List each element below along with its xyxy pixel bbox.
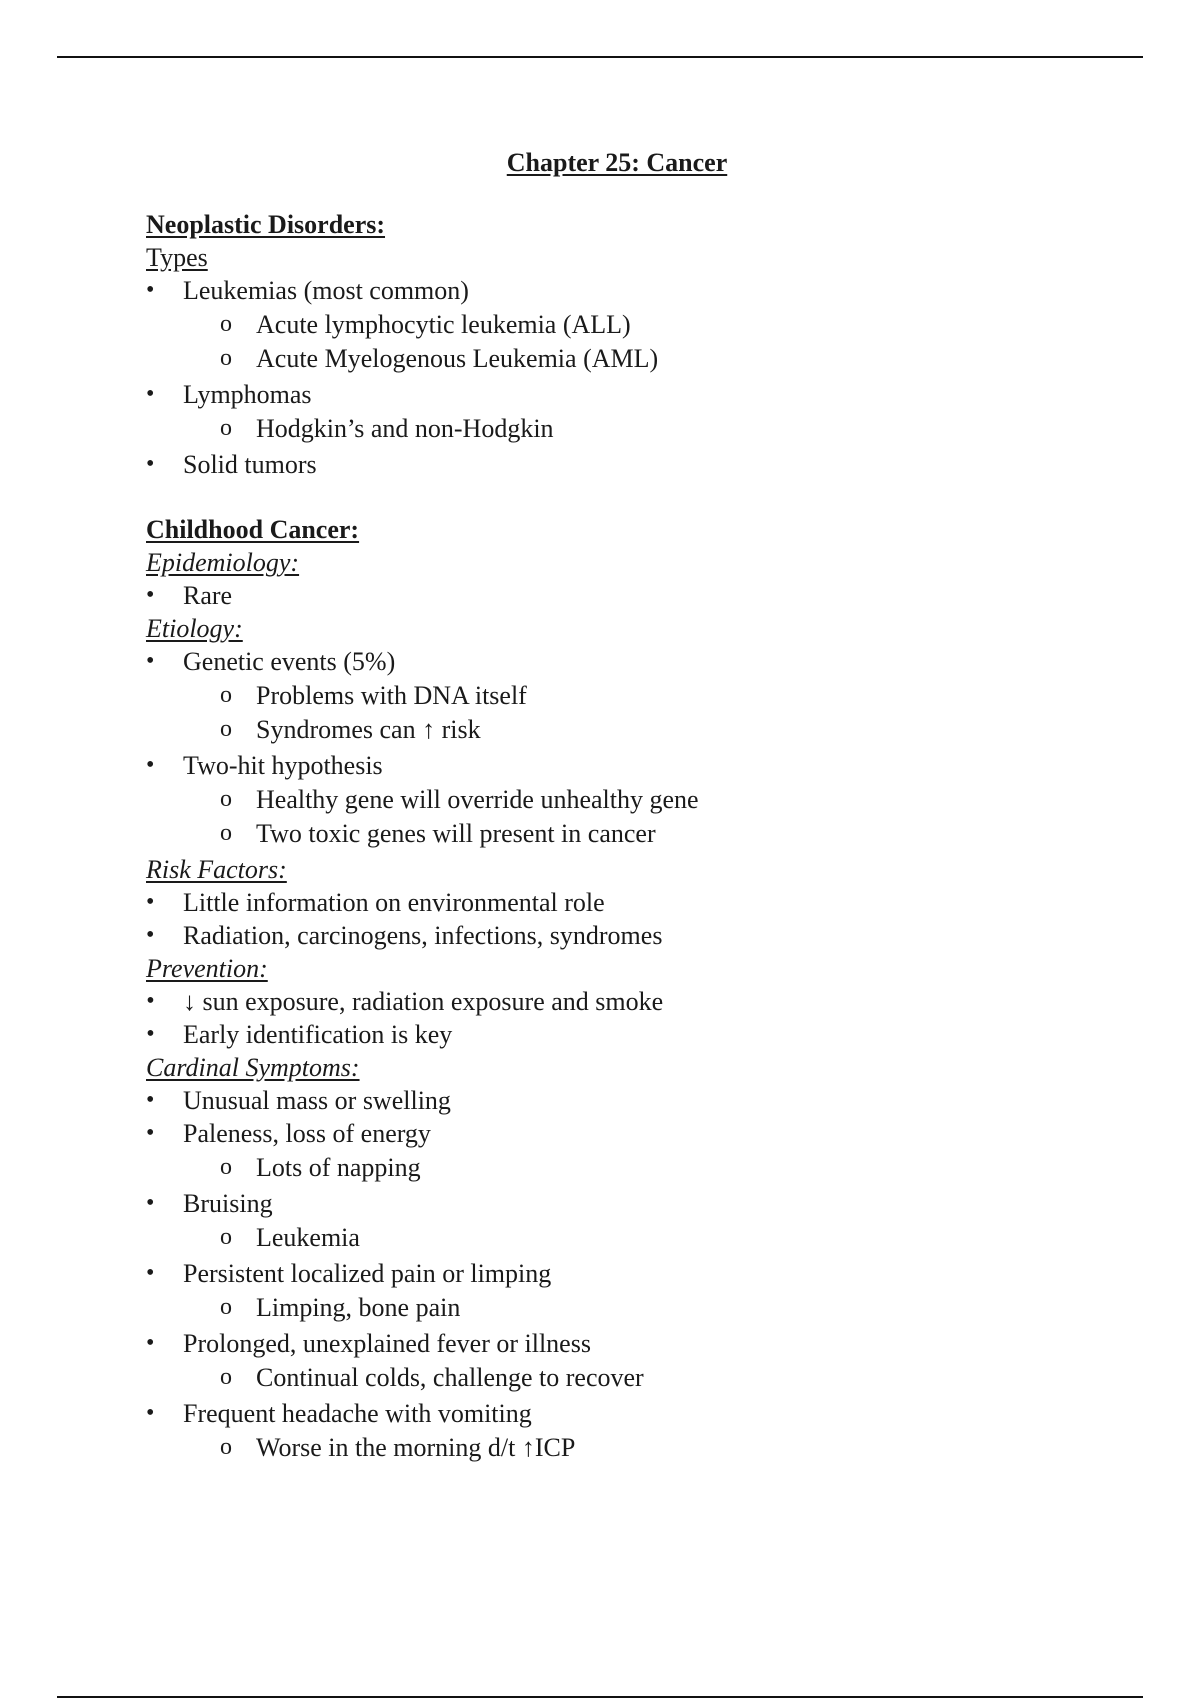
sub-list-item-text: Acute Myelogenous Leukemia (AML) <box>256 344 659 373</box>
list-item <box>146 886 1046 919</box>
list-item-text: Early identification is key <box>183 1020 453 1049</box>
sub-heading: Epidemiology: <box>146 548 300 577</box>
sub-list-item-text: Leukemia <box>256 1223 360 1252</box>
list-item <box>146 1397 1046 1465</box>
list-item <box>146 448 1046 481</box>
list-item <box>146 378 1046 446</box>
list-item <box>146 1018 1046 1051</box>
circle-bullet-icon <box>220 1151 240 1184</box>
bullet-icon <box>146 645 166 678</box>
bullet-icon <box>146 579 166 612</box>
bullet-icon <box>146 1117 166 1150</box>
list-item <box>146 749 1046 851</box>
sub-heading: Prevention: <box>146 954 268 983</box>
bullet-icon <box>146 1084 166 1117</box>
sub-list <box>183 679 1046 747</box>
list-item-text: Lymphomas <box>183 380 312 409</box>
sub-list-item-text: Syndromes can ↑ risk <box>256 715 481 744</box>
sub-list <box>183 783 1046 851</box>
section-spacer <box>146 481 1046 513</box>
bullet-icon <box>146 1187 166 1220</box>
bullet-list <box>146 886 1046 952</box>
header-rule <box>57 56 1143 58</box>
list-item <box>146 1327 1046 1395</box>
page-title: Chapter 25: Cancer <box>506 148 728 177</box>
circle-bullet-icon <box>220 342 240 375</box>
sub-list-item <box>220 412 1046 446</box>
bullet-icon <box>146 378 166 411</box>
circle-bullet-icon <box>220 713 240 746</box>
bullet-list <box>146 1084 1046 1465</box>
sub-list-item <box>220 1361 1046 1395</box>
circle-bullet-icon <box>220 783 240 816</box>
sub-list-item <box>220 679 1046 713</box>
bullet-icon <box>146 274 166 307</box>
sub-heading: Risk Factors: <box>146 855 287 884</box>
sub-list-item <box>220 783 1046 817</box>
list-item <box>146 985 1046 1018</box>
list-item <box>146 579 1046 612</box>
list-item <box>146 919 1046 952</box>
list-item-text: Genetic events (5%) <box>183 647 396 676</box>
circle-bullet-icon <box>220 1431 240 1464</box>
sub-list-item-text: Limping, bone pain <box>256 1293 461 1322</box>
bullet-icon <box>146 1018 166 1051</box>
circle-bullet-icon <box>220 1291 240 1324</box>
list-item-text: Leukemias (most common) <box>183 276 469 305</box>
sub-list-item-text: Hodgkin’s and non-Hodgkin <box>256 414 554 443</box>
list-item-text: Little information on environmental role <box>183 888 605 917</box>
bullet-icon <box>146 1257 166 1290</box>
list-item-text: Rare <box>183 581 233 610</box>
list-item-text: Bruising <box>183 1189 273 1218</box>
section-heading: Childhood Cancer: <box>146 515 360 544</box>
list-item-text: Prolonged, unexplained fever or illness <box>183 1329 591 1358</box>
footer-rule <box>57 1696 1143 1698</box>
list-item-text: Paleness, loss of energy <box>183 1119 431 1148</box>
circle-bullet-icon <box>220 679 240 712</box>
list-item <box>146 1187 1046 1255</box>
sub-list-item-text: Problems with DNA itself <box>256 681 527 710</box>
list-item-text: Persistent localized pain or limping <box>183 1259 552 1288</box>
bullet-list <box>146 985 1046 1051</box>
circle-bullet-icon <box>220 817 240 850</box>
document-body <box>146 208 1046 1467</box>
sub-list-item <box>220 1221 1046 1255</box>
sub-list-item <box>220 817 1046 851</box>
list-item-text: Frequent headache with vomiting <box>183 1399 532 1428</box>
bullet-icon <box>146 1327 166 1360</box>
list-item-text: ↓ sun exposure, radiation exposure and smoke <box>183 987 664 1016</box>
sub-list <box>183 412 1046 446</box>
bullet-icon <box>146 448 166 481</box>
sub-list-item-text: Healthy gene will override unhealthy gene <box>256 785 699 814</box>
list-item <box>146 274 1046 376</box>
sub-list-item-text: Worse in the morning d/t ↑ICP <box>256 1433 576 1462</box>
sub-list-item <box>220 1151 1046 1185</box>
list-item-text: Solid tumors <box>183 450 317 479</box>
sub-list-item <box>220 1431 1046 1465</box>
sub-list <box>183 308 1046 376</box>
bullet-icon <box>146 886 166 919</box>
sub-list-item <box>220 1291 1046 1325</box>
circle-bullet-icon <box>220 1221 240 1254</box>
sub-heading: Types <box>146 243 208 272</box>
circle-bullet-icon <box>220 412 240 445</box>
section-heading: Neoplastic Disorders: <box>146 210 386 239</box>
bullet-icon <box>146 985 166 1018</box>
list-item <box>146 1084 1046 1117</box>
sub-list <box>183 1291 1046 1325</box>
sub-list <box>183 1221 1046 1255</box>
list-item <box>146 645 1046 747</box>
bullet-list <box>146 579 1046 612</box>
bullet-icon <box>146 749 166 782</box>
circle-bullet-icon <box>220 308 240 341</box>
bullet-icon <box>146 919 166 952</box>
list-item-text: Unusual mass or swelling <box>183 1086 451 1115</box>
sub-list-item <box>220 713 1046 747</box>
sub-list <box>183 1361 1046 1395</box>
sub-list <box>183 1151 1046 1185</box>
sub-list-item-text: Acute lymphocytic leukemia (ALL) <box>256 310 631 339</box>
sub-list-item-text: Lots of napping <box>256 1153 421 1182</box>
circle-bullet-icon <box>220 1361 240 1394</box>
sub-list-item <box>220 342 1046 376</box>
sub-heading: Etiology: <box>146 614 243 643</box>
list-item-text: Radiation, carcinogens, infections, syndromes <box>183 921 663 950</box>
sub-list-item <box>220 308 1046 342</box>
sub-list-item-text: Continual colds, challenge to recover <box>256 1363 644 1392</box>
bullet-list <box>146 274 1046 481</box>
list-item <box>146 1117 1046 1185</box>
sub-list-item-text: Two toxic genes will present in cancer <box>256 819 656 848</box>
list-item <box>146 1257 1046 1325</box>
sub-heading: Cardinal Symptoms: <box>146 1053 360 1082</box>
list-item-text: Two-hit hypothesis <box>183 751 383 780</box>
bullet-icon <box>146 1397 166 1430</box>
bullet-list <box>146 645 1046 851</box>
sub-list <box>183 1431 1046 1465</box>
